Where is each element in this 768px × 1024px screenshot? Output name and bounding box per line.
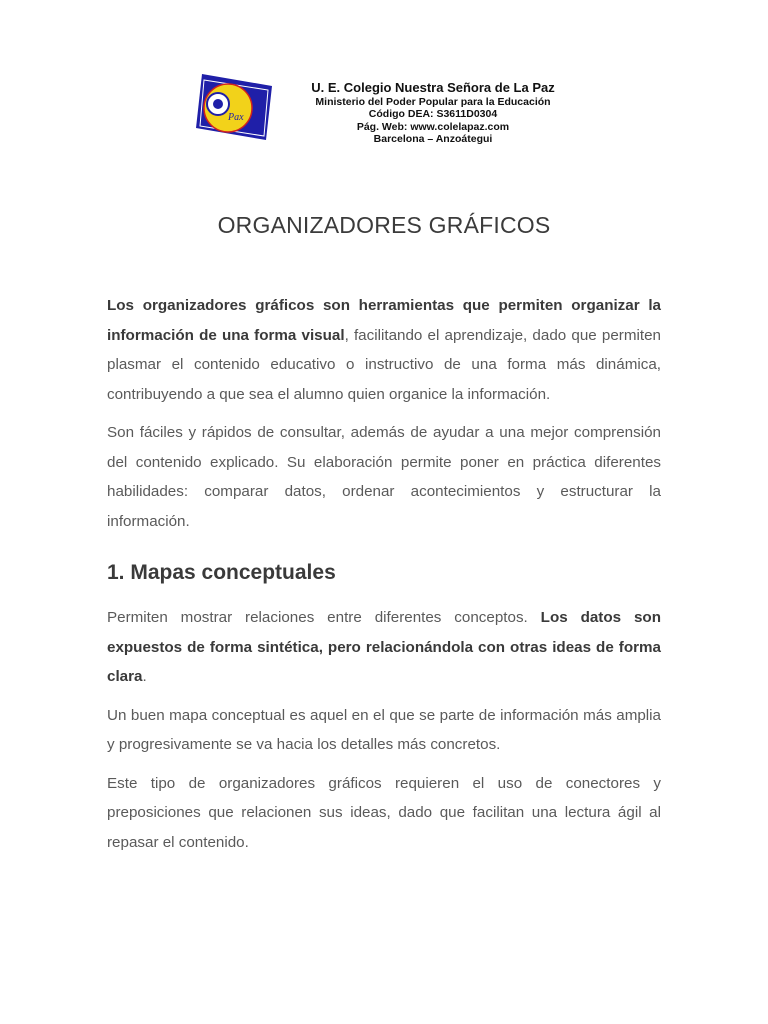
section-paragraph-3: Este tipo de organizadores gráficos requieren el uso de conectores y preposiciones que relacionen sus ideas, dado que facilitan una lectura ágil al repasar el contenido. xyxy=(107,774,661,851)
intro-paragraph-2: Son fáciles y rápidos de consultar, además de ayudar a una mejor comprensión del contenido explicado. Su elaboración permite poner en práctica diferentes habilidades: comparar datos, ordenar acontecimientos y estructurar la información. xyxy=(107,424,661,530)
website-line: Pág. Web: www.colelapaz.com xyxy=(356,120,510,133)
ministry-line: Ministerio del Poder Popular para la Educación xyxy=(315,96,551,108)
school-header xyxy=(194,66,594,145)
section-p1-end: . xyxy=(142,668,147,685)
section-p1-bold: Los datos son expuestos de forma sintética, pero relacionándola con otras ideas de forma clara xyxy=(107,609,661,685)
section-paragraph-1 xyxy=(107,603,661,692)
document-title: ORGANIZADORES GRÁFICOS xyxy=(217,212,551,238)
dea-code: Código DEA: S3611D0304 xyxy=(368,108,498,121)
section-p1-plain: Permiten mostrar relaciones entre diferentes conceptos. xyxy=(107,609,541,626)
logo-text: Pax xyxy=(228,112,244,123)
document-body xyxy=(107,291,661,866)
intro-paragraph-1 xyxy=(107,291,661,409)
location-line: Barcelona – Anzoátegui xyxy=(373,132,493,145)
section-heading-mapas: 1. Mapas conceptuales xyxy=(107,561,336,584)
school-name: U. E. Colegio Nuestra Señora de La Paz xyxy=(311,80,555,95)
section-paragraph-2: Un buen mapa conceptual es aquel en el que se parte de información más amplia y progresivamente se va hacia los detalles más concretos. xyxy=(107,706,661,753)
intro-bold-text: Los organizadores gráficos son herramientas que permiten organizar la información de una forma visual xyxy=(107,297,661,344)
school-info xyxy=(272,66,594,145)
school-logo xyxy=(194,70,274,142)
intro-rest-text: , facilitando el aprendizaje, dado que permiten plasmar el contenido educativo o instructivo de una forma más dinámica, contribuyendo a que sea el alumno quien organice la información. xyxy=(107,326,661,403)
